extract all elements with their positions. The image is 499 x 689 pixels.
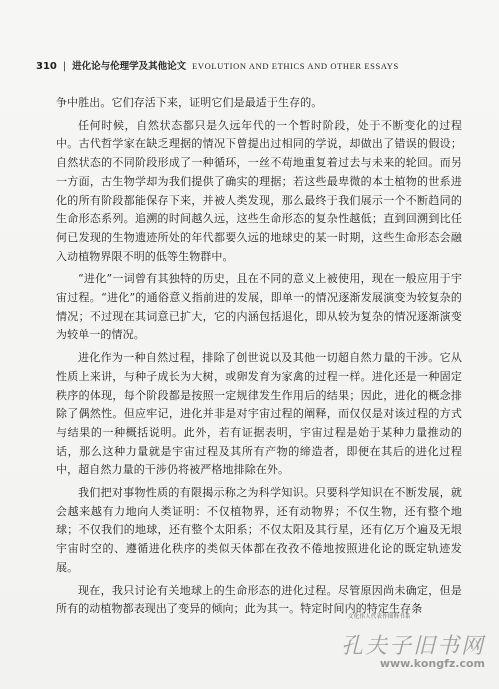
paragraph: 进化作为一种自然过程，排除了创世说以及其他一切超自然力量的干涉。它从性质上来讲，与种子成长为大树，或卵发育为家禽的过程一样。进化还是一种固定秩序的体现，每个阶段都是按照一定规律发生作用后的结果；因此，进化的概念排除了偶然性。但应牢记，进化并非是对宇宙过程的阐释，而仅仅是对该过程的方式与结果的一种概括说明。此外，若有证据表明，宇宙过程是始于某种力量推动的话，那么这种力量就是宇宙过程及其所有产物的缔造者，即便在其后的进化过程中，超自然力量的干涉仍将被严格地排除在外。 xyxy=(56,351,462,477)
watermark xyxy=(340,629,485,671)
watermark-url: www.kongfz.com xyxy=(379,657,485,670)
series-footnote: 文化伟人代表作图释书系 xyxy=(348,614,411,620)
watermark-logo-text: 孔夫子旧书网 xyxy=(340,634,485,659)
paragraph: “进化”一词曾有其独特的历史，且在不同的意义上被使用，现在一般应用于宇宙过程。“进化”的通俗意义指前进的发展，即单一的情况逐渐发展演变为较复杂的情况；不过现在其词意已扩大，它的内涵包括退化，即从较为复杂的情况逐渐演变为较单一的情况。 xyxy=(56,272,462,342)
running-header xyxy=(36,60,475,73)
paragraph: 任何时候，自然状态都只是久远年代的一个暂时阶段，处于不断变化的过程中。古代哲学家在缺乏理据的情况下曾提出过相同的学说，却做出了错误的假设；自然状态的不同阶段形成了一种循环，一丝不苟地重复着过去与未来的轮回。而另一方面，古生物学却为我们提供了确实的理据；若这些最卑微的本土植物的世系进化的所有阶段都能保存下来，并被人类发现，那么最终于我们展示一个不断趋同的生命形态系列。追溯的时间越久远，这些生命形态的复杂性越低；直到回溯到比任何已发现的生物遗迹所处的年代都要久远的地球史的某一时期，这些生命形态会融入动植物界限不明的低等生物群中。 xyxy=(56,118,462,263)
paragraph: 争中胜出。它们存活下来，证明它们是最适于生存的。 xyxy=(56,96,323,109)
paragraph: 我们把对事物性质的有限揭示称之为科学知识。只要科学知识在不断发展，就会越来越有力地向人类证明：不仅植物界，还有动物界；不仅生物，还有整个地球；不仅我们的地球，还有整个太阳系；不仅太阳及其行星，还有亿万个遍及无垠宇宙时空的、遵循进化秩序的类似天体都在孜孜不倦地按照进化论的既定轨迹发展。 xyxy=(56,486,462,574)
header-title-en: EVOLUTION AND ETHICS AND OTHER ESSAYS xyxy=(192,61,399,71)
header-title-cn: 进化论与伦理学及其他论文 xyxy=(72,61,187,72)
body-text xyxy=(56,94,462,623)
header-separator: | xyxy=(62,61,67,72)
page-number: 310 xyxy=(36,61,57,72)
paragraph: 现在，我只讨论有关地球上的生命形态的进化过程。尽管原因尚未确定，但是所有的动植物都表现出了变异的倾向；此为其一。特定时间内的特定生存条 xyxy=(56,583,462,616)
